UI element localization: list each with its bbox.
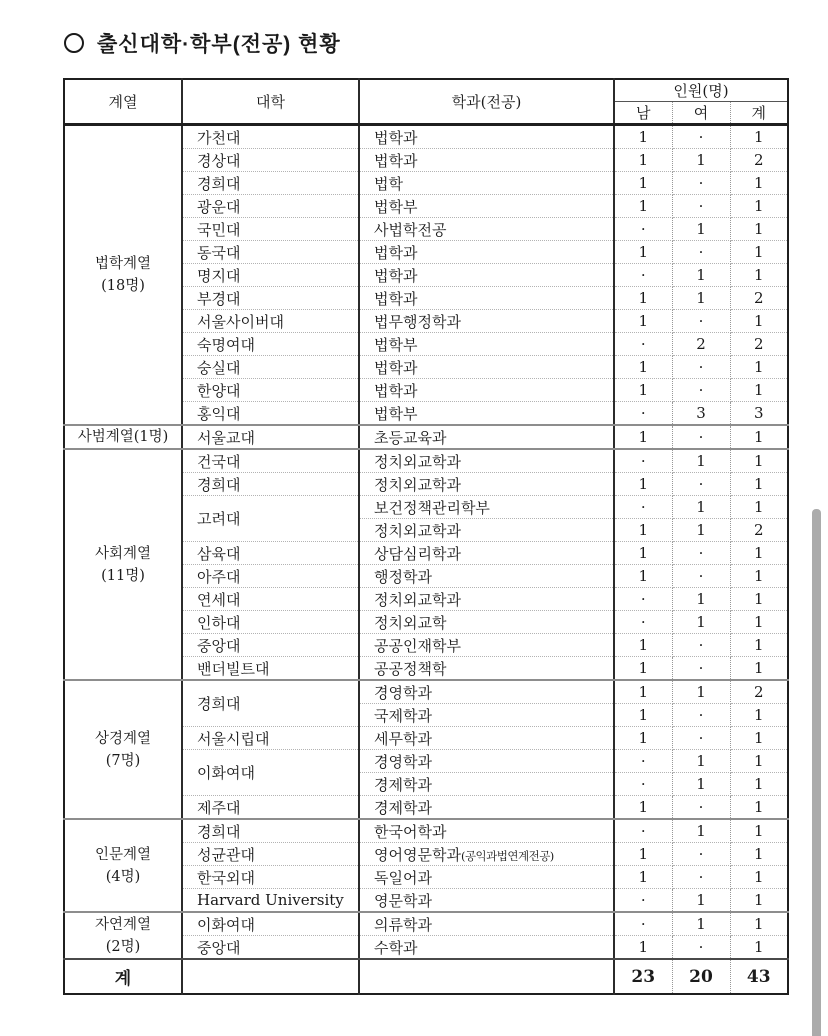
- total-cell: 1: [730, 264, 788, 287]
- female-cell: ·: [672, 657, 730, 681]
- department-cell: 법학과: [359, 264, 614, 287]
- male-cell: 1: [614, 310, 672, 333]
- female-cell: 1: [672, 519, 730, 542]
- male-cell: ·: [614, 496, 672, 519]
- total-cell: 1: [730, 912, 788, 936]
- department-cell: 공공인재학부: [359, 634, 614, 657]
- male-cell: 1: [614, 936, 672, 960]
- grand-total-sum: 43: [746, 966, 771, 987]
- male-cell: 1: [614, 125, 672, 149]
- university-cell: 고려대: [182, 496, 359, 542]
- scrollbar-thumb[interactable]: [812, 509, 821, 1036]
- male-cell: 1: [614, 542, 672, 565]
- female-cell: 1: [672, 287, 730, 310]
- female-cell: 1: [672, 750, 730, 773]
- department-cell: 법학과: [359, 287, 614, 310]
- total-cell: 1: [730, 727, 788, 750]
- total-cell: 1: [730, 379, 788, 402]
- department-cell: 경제학과: [359, 796, 614, 820]
- department-cell: 경영학과: [359, 680, 614, 704]
- total-cell: 1: [730, 866, 788, 889]
- male-cell: ·: [614, 264, 672, 287]
- department-cell: 행정학과: [359, 565, 614, 588]
- category-line: (2명): [105, 938, 141, 955]
- header-university: 대학: [182, 79, 359, 125]
- grand-total-university-empty: [182, 959, 359, 994]
- university-cell: 국민대: [182, 218, 359, 241]
- section-title-row: [64, 28, 341, 58]
- department-cell: 경제학과: [359, 773, 614, 796]
- male-cell: ·: [614, 819, 672, 843]
- department-cell: 영어영문학과(공익과법연계전공): [359, 843, 614, 866]
- table-row: [64, 819, 788, 843]
- female-cell: 1: [672, 449, 730, 473]
- male-cell: 1: [614, 287, 672, 310]
- department-cell: 법학부: [359, 195, 614, 218]
- table-row: [64, 449, 788, 473]
- header-row-top: [64, 79, 788, 102]
- category-line: (7명): [105, 752, 141, 769]
- female-cell: 1: [672, 819, 730, 843]
- department-cell: 초등교육과: [359, 425, 614, 449]
- total-cell: 1: [730, 496, 788, 519]
- university-cell: 홍익대: [182, 402, 359, 426]
- male-cell: ·: [614, 218, 672, 241]
- female-cell: ·: [672, 936, 730, 960]
- table-row: [64, 680, 788, 704]
- total-cell: 1: [730, 588, 788, 611]
- department-cell: 정치외교학과: [359, 473, 614, 496]
- table-row: [64, 912, 788, 936]
- total-cell: 3: [730, 402, 788, 426]
- university-cell: 명지대: [182, 264, 359, 287]
- page-title: 출신대학·학부(전공) 현황: [97, 33, 341, 56]
- female-cell: ·: [672, 425, 730, 449]
- total-cell: 1: [730, 241, 788, 264]
- grand-total-male: 23: [614, 959, 672, 994]
- department-cell: 정치외교학과: [359, 588, 614, 611]
- total-cell: 1: [730, 449, 788, 473]
- university-cell: 연세대: [182, 588, 359, 611]
- male-cell: 1: [614, 704, 672, 727]
- department-cell: 법학: [359, 172, 614, 195]
- male-cell: ·: [614, 611, 672, 634]
- category-line: 인문계열: [94, 846, 152, 863]
- university-cell: 중앙대: [182, 634, 359, 657]
- department-cell: 세무학과: [359, 727, 614, 750]
- total-cell: 1: [730, 565, 788, 588]
- male-cell: ·: [614, 912, 672, 936]
- university-cell: 가천대: [182, 125, 359, 149]
- male-cell: ·: [614, 889, 672, 913]
- university-cell: 한양대: [182, 379, 359, 402]
- female-cell: ·: [672, 634, 730, 657]
- male-cell: 1: [614, 473, 672, 496]
- total-cell: 2: [730, 680, 788, 704]
- category-cell: [64, 449, 182, 680]
- header-male: 남: [614, 102, 672, 125]
- female-cell: 1: [672, 496, 730, 519]
- total-cell: 1: [730, 936, 788, 960]
- category-cell: [64, 125, 182, 426]
- header-total: 계: [730, 102, 788, 125]
- female-cell: 1: [672, 611, 730, 634]
- total-cell: 1: [730, 634, 788, 657]
- total-cell: 1: [730, 218, 788, 241]
- university-cell: 경희대: [182, 819, 359, 843]
- male-cell: 1: [614, 657, 672, 681]
- male-cell: ·: [614, 773, 672, 796]
- department-cell: 의류학과: [359, 912, 614, 936]
- female-cell: ·: [672, 866, 730, 889]
- department-cell: 경영학과: [359, 750, 614, 773]
- male-cell: 1: [614, 634, 672, 657]
- department-cell: 법학과: [359, 379, 614, 402]
- grand-total-row: [64, 959, 788, 994]
- university-cell: 한국외대: [182, 866, 359, 889]
- university-cell: 서울시립대: [182, 727, 359, 750]
- male-cell: 1: [614, 172, 672, 195]
- total-cell: 2: [730, 333, 788, 356]
- category-line: (18명): [101, 278, 145, 294]
- female-cell: ·: [672, 473, 730, 496]
- category-cell: [64, 680, 182, 819]
- male-cell: 1: [614, 796, 672, 820]
- female-cell: 2: [672, 333, 730, 356]
- male-cell: 1: [614, 519, 672, 542]
- total-cell: 1: [730, 310, 788, 333]
- university-cell: 경상대: [182, 149, 359, 172]
- circle-bullet-icon: [64, 33, 84, 53]
- female-cell: ·: [672, 241, 730, 264]
- male-cell: 1: [614, 241, 672, 264]
- male-cell: 1: [614, 425, 672, 449]
- female-cell: ·: [672, 796, 730, 820]
- female-cell: ·: [672, 125, 730, 149]
- university-cell: 성균관대: [182, 843, 359, 866]
- university-cell: 서울사이버대: [182, 310, 359, 333]
- department-cell: 법학과: [359, 125, 614, 149]
- total-cell: 1: [730, 657, 788, 681]
- female-cell: 1: [672, 149, 730, 172]
- university-cell: 경희대: [182, 473, 359, 496]
- male-cell: ·: [614, 333, 672, 356]
- female-cell: 1: [672, 889, 730, 913]
- university-cell: 서울교대: [182, 425, 359, 449]
- header-department: 학과(전공): [359, 79, 614, 125]
- female-cell: ·: [672, 310, 730, 333]
- university-cell: 아주대: [182, 565, 359, 588]
- female-cell: 1: [672, 264, 730, 287]
- total-cell: 1: [730, 356, 788, 379]
- total-cell: 1: [730, 889, 788, 913]
- male-cell: ·: [614, 402, 672, 426]
- university-cell: 광운대: [182, 195, 359, 218]
- table-header: [64, 79, 788, 125]
- female-cell: 1: [672, 773, 730, 796]
- female-cell: ·: [672, 843, 730, 866]
- university-major-table: [63, 78, 789, 995]
- female-cell: ·: [672, 727, 730, 750]
- female-cell: ·: [672, 172, 730, 195]
- total-cell: 2: [730, 287, 788, 310]
- department-cell: 독일어과: [359, 866, 614, 889]
- department-cell: 법학과: [359, 241, 614, 264]
- university-cell: 숭실대: [182, 356, 359, 379]
- female-cell: 1: [672, 218, 730, 241]
- total-cell: 1: [730, 542, 788, 565]
- male-cell: ·: [614, 588, 672, 611]
- total-cell: 1: [730, 195, 788, 218]
- category-cell: [64, 912, 182, 959]
- female-cell: 1: [672, 680, 730, 704]
- department-cell: 보건정책관리학부: [359, 496, 614, 519]
- male-cell: 1: [614, 843, 672, 866]
- university-cell: 건국대: [182, 449, 359, 473]
- female-cell: ·: [672, 565, 730, 588]
- department-cell: 수학과: [359, 936, 614, 960]
- total-cell: 2: [730, 149, 788, 172]
- header-female: 여: [672, 102, 730, 125]
- total-cell: 1: [730, 473, 788, 496]
- total-cell: 1: [730, 425, 788, 449]
- category-line: 상경계열: [94, 730, 152, 747]
- header-category: 계열: [64, 79, 182, 125]
- female-cell: ·: [672, 704, 730, 727]
- total-cell: 1: [730, 843, 788, 866]
- male-cell: ·: [614, 750, 672, 773]
- total-cell: 1: [730, 611, 788, 634]
- grand-total-female: 20: [672, 959, 730, 994]
- male-cell: 1: [614, 565, 672, 588]
- male-cell: 1: [614, 149, 672, 172]
- university-cell: 경희대: [182, 680, 359, 727]
- category-line: 법학계열: [94, 255, 152, 272]
- category-cell: [64, 425, 182, 449]
- total-cell: 1: [730, 773, 788, 796]
- female-cell: 1: [672, 912, 730, 936]
- department-cell: 영문학과: [359, 889, 614, 913]
- department-cell: 법무행정학과: [359, 310, 614, 333]
- header-personnel: 인원(명): [614, 79, 788, 102]
- male-cell: 1: [614, 379, 672, 402]
- female-cell: 1: [672, 588, 730, 611]
- department-cell: 법학부: [359, 402, 614, 426]
- university-cell: 인하대: [182, 611, 359, 634]
- total-cell: 1: [730, 172, 788, 195]
- category-line: (11명): [101, 567, 145, 584]
- university-cell: 이화여대: [182, 750, 359, 796]
- university-cell: 동국대: [182, 241, 359, 264]
- department-cell: 사법학전공: [359, 218, 614, 241]
- category-line: 자연계열: [94, 916, 152, 933]
- department-cell: 법학과: [359, 149, 614, 172]
- total-cell: 1: [730, 704, 788, 727]
- total-cell: 1: [730, 819, 788, 843]
- male-cell: 1: [614, 866, 672, 889]
- female-cell: 3: [672, 402, 730, 426]
- category-cell: [64, 819, 182, 912]
- female-cell: ·: [672, 356, 730, 379]
- category-line: 사범계열(1명): [77, 429, 169, 445]
- university-cell: 부경대: [182, 287, 359, 310]
- category-line: 사회계열: [94, 545, 152, 562]
- total-cell: 1: [730, 125, 788, 149]
- male-cell: 1: [614, 727, 672, 750]
- department-cell: 정치외교학: [359, 611, 614, 634]
- university-cell: 제주대: [182, 796, 359, 820]
- department-cell: 한국어학과: [359, 819, 614, 843]
- male-cell: 1: [614, 195, 672, 218]
- total-cell: 1: [730, 750, 788, 773]
- male-cell: 1: [614, 356, 672, 379]
- department-cell: 정치외교학과: [359, 519, 614, 542]
- female-cell: ·: [672, 195, 730, 218]
- table-row: [64, 125, 788, 149]
- university-cell: 밴더빌트대: [182, 657, 359, 681]
- university-cell: 이화여대: [182, 912, 359, 936]
- university-cell: Harvard University: [182, 889, 359, 913]
- female-cell: ·: [672, 379, 730, 402]
- department-cell: 국제학과: [359, 704, 614, 727]
- male-cell: 1: [614, 680, 672, 704]
- department-small-suffix: (공익과법연계전공): [460, 848, 554, 863]
- grand-total-department-empty: [359, 959, 614, 994]
- university-cell: 중앙대: [182, 936, 359, 960]
- department-cell: 정치외교학과: [359, 449, 614, 473]
- female-cell: ·: [672, 542, 730, 565]
- table-body: [64, 125, 788, 995]
- table-row: [64, 425, 788, 449]
- male-cell: ·: [614, 449, 672, 473]
- department-cell: 법학부: [359, 333, 614, 356]
- university-cell: 숙명여대: [182, 333, 359, 356]
- total-cell: 1: [730, 796, 788, 820]
- department-cell: 법학과: [359, 356, 614, 379]
- department-cell: 상담심리학과: [359, 542, 614, 565]
- university-cell: 삼육대: [182, 542, 359, 565]
- department-cell: 공공정책학: [359, 657, 614, 681]
- category-line: (4명): [105, 868, 141, 885]
- university-cell: 경희대: [182, 172, 359, 195]
- grand-total-label: 계: [64, 959, 182, 994]
- total-cell: 2: [730, 519, 788, 542]
